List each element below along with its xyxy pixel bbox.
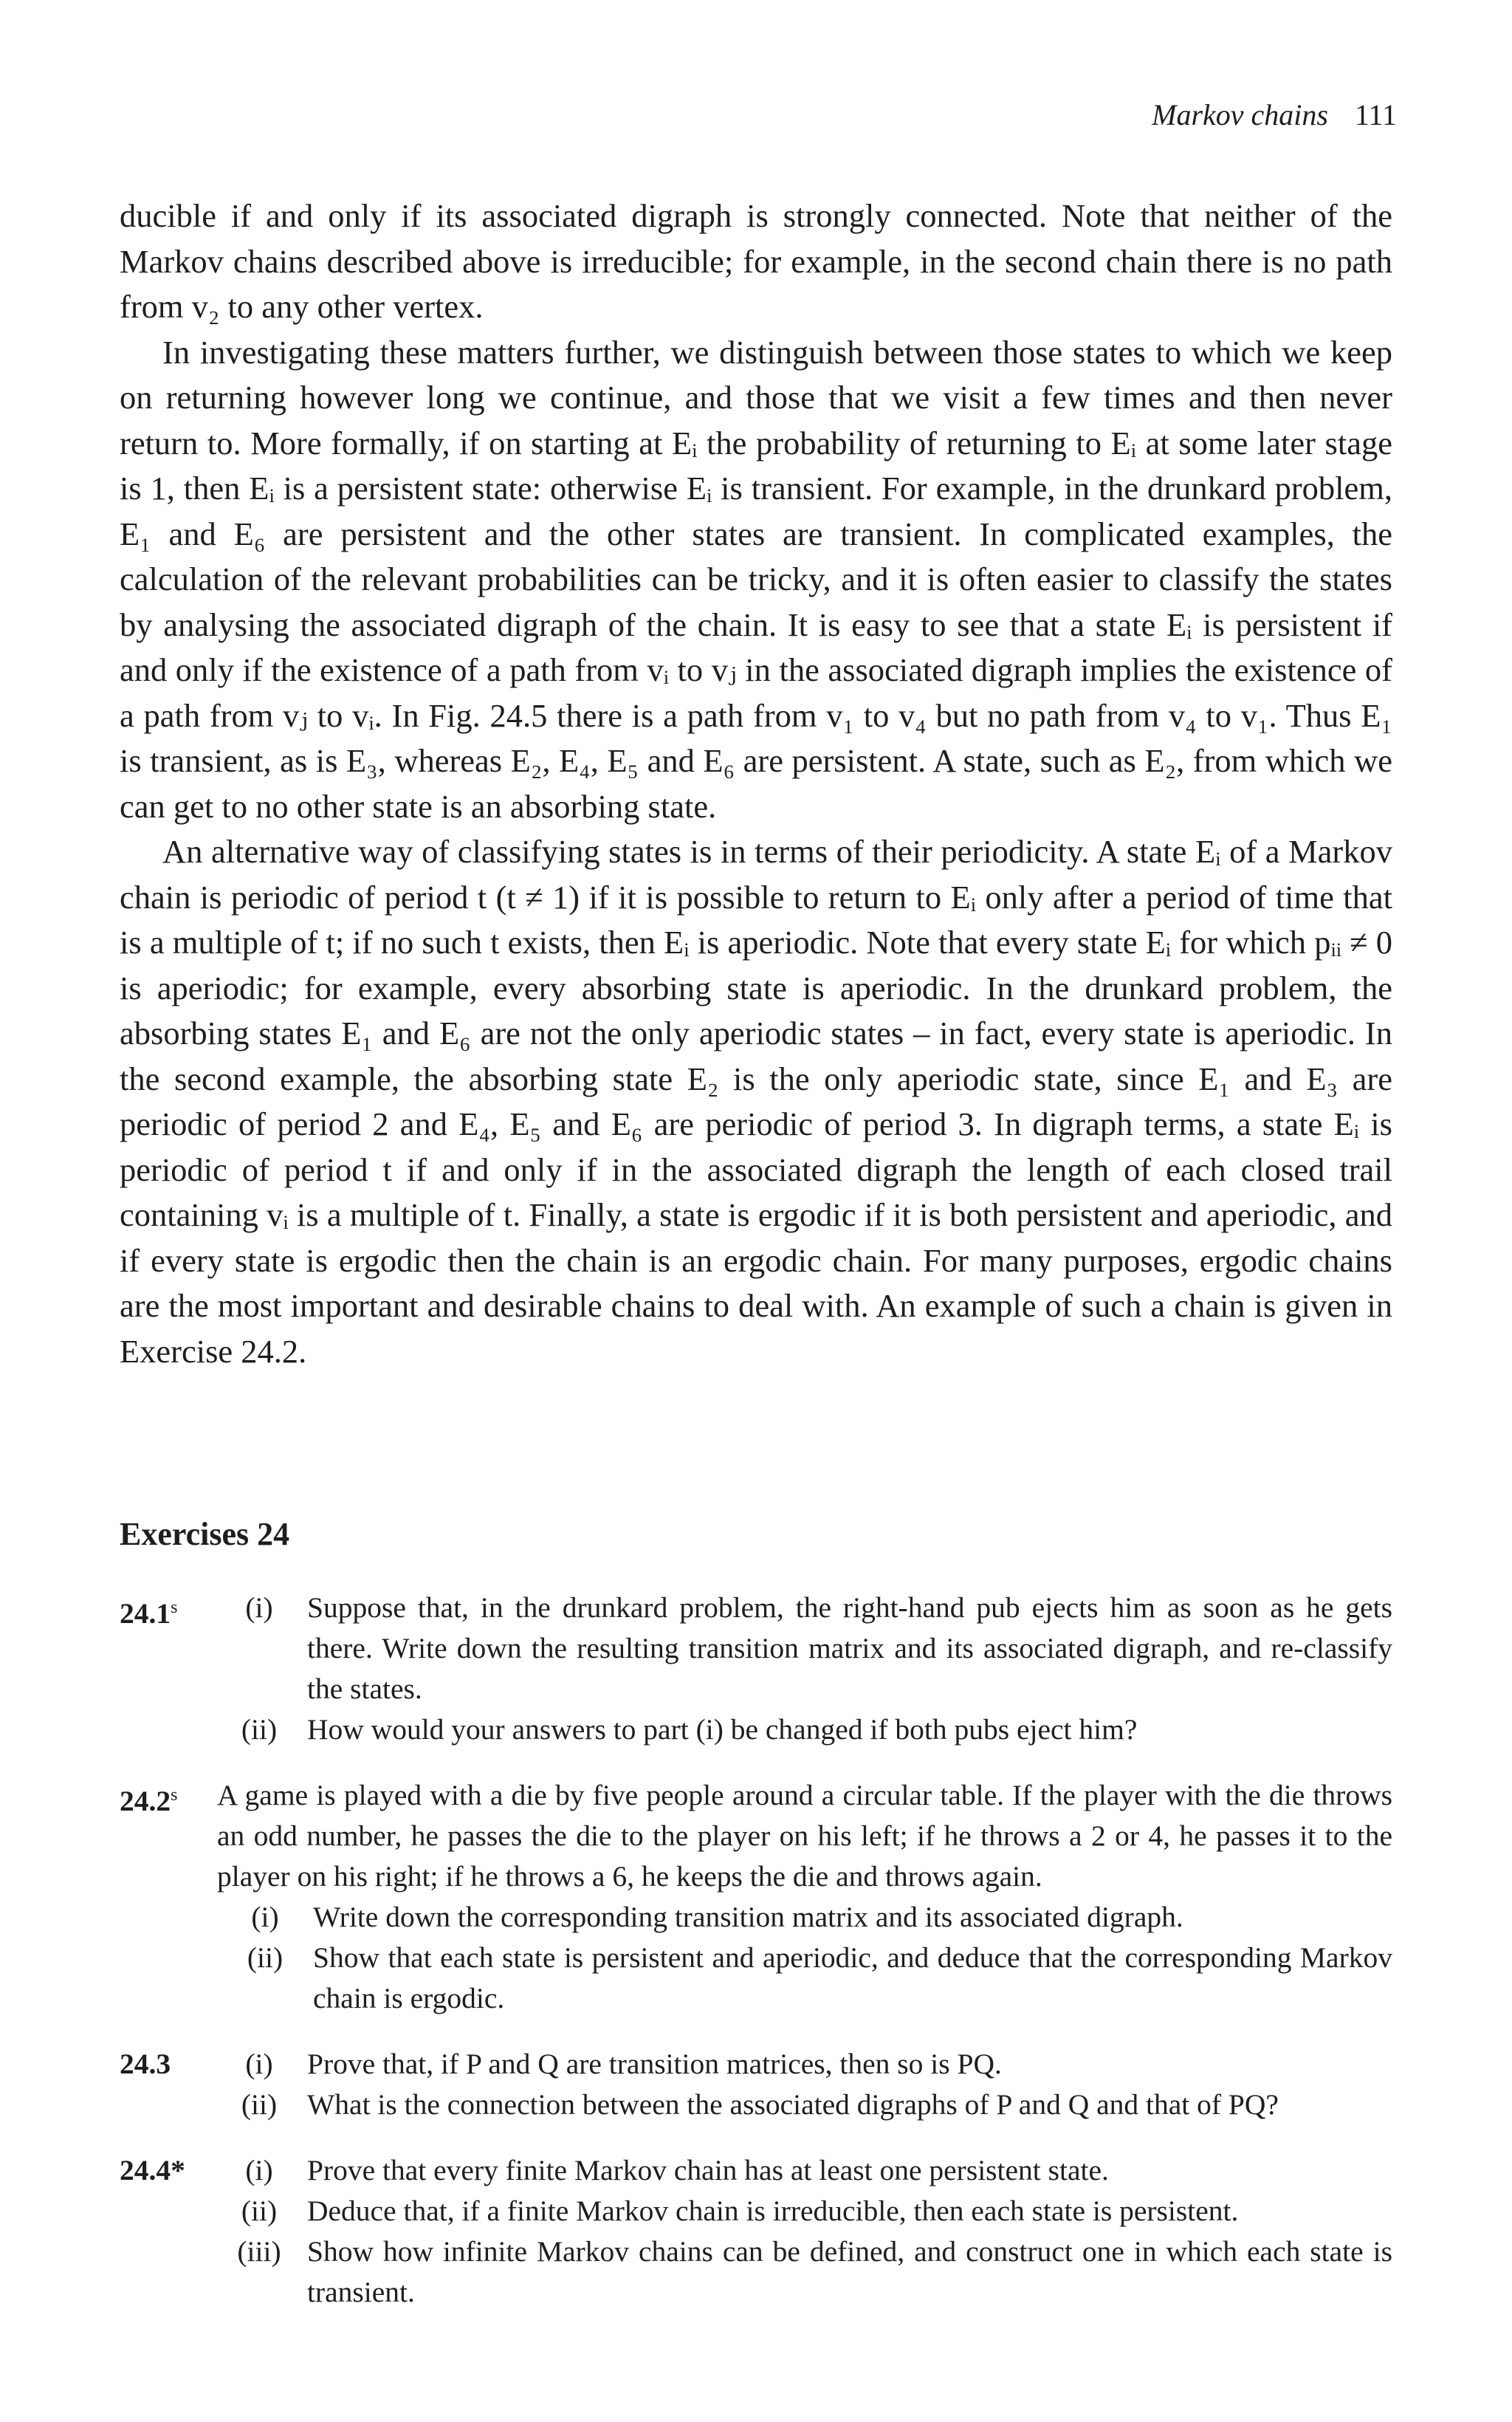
part-label: (i) (245, 1591, 273, 1624)
exercise-number: 24.3 (120, 2048, 171, 2080)
part-label: (ii) (241, 2195, 278, 2227)
part-label: (i) (245, 2154, 273, 2186)
part-text: What is the connection between the associated digraphs of P and Q and that of PQ? (307, 2088, 1279, 2121)
exercise-24-1 (120, 1588, 1392, 1750)
page-number: 111 (1354, 98, 1397, 131)
part-text: Prove that, if P and Q are transition matrices, then so is PQ. (307, 2048, 1002, 2080)
paragraph: In investigating these matters further, we distinguish between those states to which we keep on returning however long we continue, and those that we visit a few times and then never return to. More formally, if on starting at Eᵢ the probability of returning to Eᵢ at some later stage is 1, then Eᵢ is a persistent state: otherwise Eᵢ is transient. For example, in the drunkard problem, E₁ and E₆ are persistent and the other states are transient. In complicated examples, the calculation of the relevant probabilities can be tricky, and it is often easier to classify the states by analysing the associated digraph of the chain. It is easy to see that a state Eᵢ is persistent if and only if the existence of a path from vᵢ to vⱼ in the associated digraph implies the existence of a path from vⱼ to vᵢ. In Fig. 24.5 there is a path from v₁ to v₄ but no path from v₄ to v₁. Thus E₁ is transient, as is E₃, whereas E₂, E₄, E₅ and E₆ are persistent. A state, such as E₂, from which we can get to no other state is an absorbing state. (120, 333, 1392, 825)
exercises-list (120, 1588, 1392, 2338)
part-label: (ii) (247, 1941, 284, 1974)
exercise-intro: A game is played with a die by five people around a circular table. If the player with the die throws an odd number, he passes the die to the player on his left; if he throws a 2 or 4, he passes it to the player on his right; if he throws a 6, he keeps the die and throws again. (217, 1779, 1392, 1893)
exercise-part (217, 2085, 1392, 2125)
body-text (120, 193, 1392, 1374)
exercises-heading: Exercises 24 (120, 1516, 290, 1552)
part-text: How would your answers to part (i) be changed if both pubs eject him? (307, 1713, 1138, 1746)
exercise-part (217, 1897, 1392, 1938)
exercise-number: 24.1$^s$ (120, 1597, 178, 1630)
paragraph: ducible if and only if its associated digraph is strongly connected. Note that neither of the Markov chains described above is irreducible; for example, in the second chain there is no path from v₂ to any other vertex. (120, 197, 1392, 325)
solution-mark: s (171, 1785, 178, 1805)
part-text: Deduce that, if a finite Markov chain is irreducible, then each state is persistent. (307, 2195, 1239, 2227)
exercise-part (217, 2231, 1392, 2313)
exercise-24-4 (120, 2150, 1392, 2313)
exercise-part (217, 1938, 1392, 2019)
exercise-part (217, 1709, 1392, 1750)
part-label: (ii) (241, 2088, 278, 2121)
exercise-part (217, 2150, 1392, 2191)
part-text: Write down the corresponding transition matrix and its associated digraph. (313, 1901, 1183, 1933)
part-label: (i) (251, 1901, 279, 1933)
paragraph: An alternative way of classifying states is in terms of their periodicity. A state Eᵢ of a Markov chain is periodic of period t (t ≠ 1) if it is possible to return to Eᵢ only after a period of time that is a multiple of t; if no such t exists, then Eᵢ is aperiodic. Note that every state Eᵢ for which pᵢᵢ ≠ 0 is aperiodic; for example, every absorbing state is aperiodic. In the drunkard problem, the absorbing states E₁ and E₆ are not the only aperiodic states – in fact, every state is aperiodic. In the second example, the absorbing state E₂ is the only aperiodic state, since E₁ and E₃ are periodic of period 2 and E₄, E₅ and E₆ are periodic of period 3. In digraph terms, a state Eᵢ is periodic of period t if and only if in the associated digraph the length of each closed trail containing vᵢ is a multiple of t. Finally, a state is ergodic if it is both persistent and aperiodic, and if every state is ergodic then the chain is an ergodic chain. For many purposes, ergodic chains are the most important and desirable chains to deal with. An example of such a chain is given in Exercise 24.2. (120, 833, 1392, 1370)
exercise-24-3 (120, 2044, 1392, 2125)
part-text: Show how infinite Markov chains can be defined, and construct one in which each state is transient. (307, 2235, 1392, 2308)
part-text: Suppose that, in the drunkard problem, the right-hand pub ejects him as soon as he gets there. Write down the resulting transition matrix and its associated digraph, and re-classify the states. (307, 1591, 1392, 1705)
part-label: (i) (245, 2048, 273, 2080)
exercise-part (217, 2044, 1392, 2085)
exercise-part (217, 1588, 1392, 1709)
part-text: Prove that every finite Markov chain has at least one persistent state. (307, 2154, 1109, 2186)
exercise-number: 24.2$^s$ (120, 1785, 178, 1818)
part-text: Show that each state is persistent and aperiodic, and deduce that the corresponding Markov chain is ergodic. (313, 1941, 1392, 2014)
exercise-part (217, 2191, 1392, 2231)
exercise-number: 24.4* (120, 2154, 185, 2186)
page-header (1152, 97, 1397, 132)
exercise-24-2 (120, 1775, 1392, 2019)
part-label: (ii) (241, 1713, 278, 1746)
solution-mark: s (171, 1598, 178, 1617)
part-label: (iii) (237, 2235, 281, 2268)
running-title: Markov chains (1152, 98, 1328, 131)
